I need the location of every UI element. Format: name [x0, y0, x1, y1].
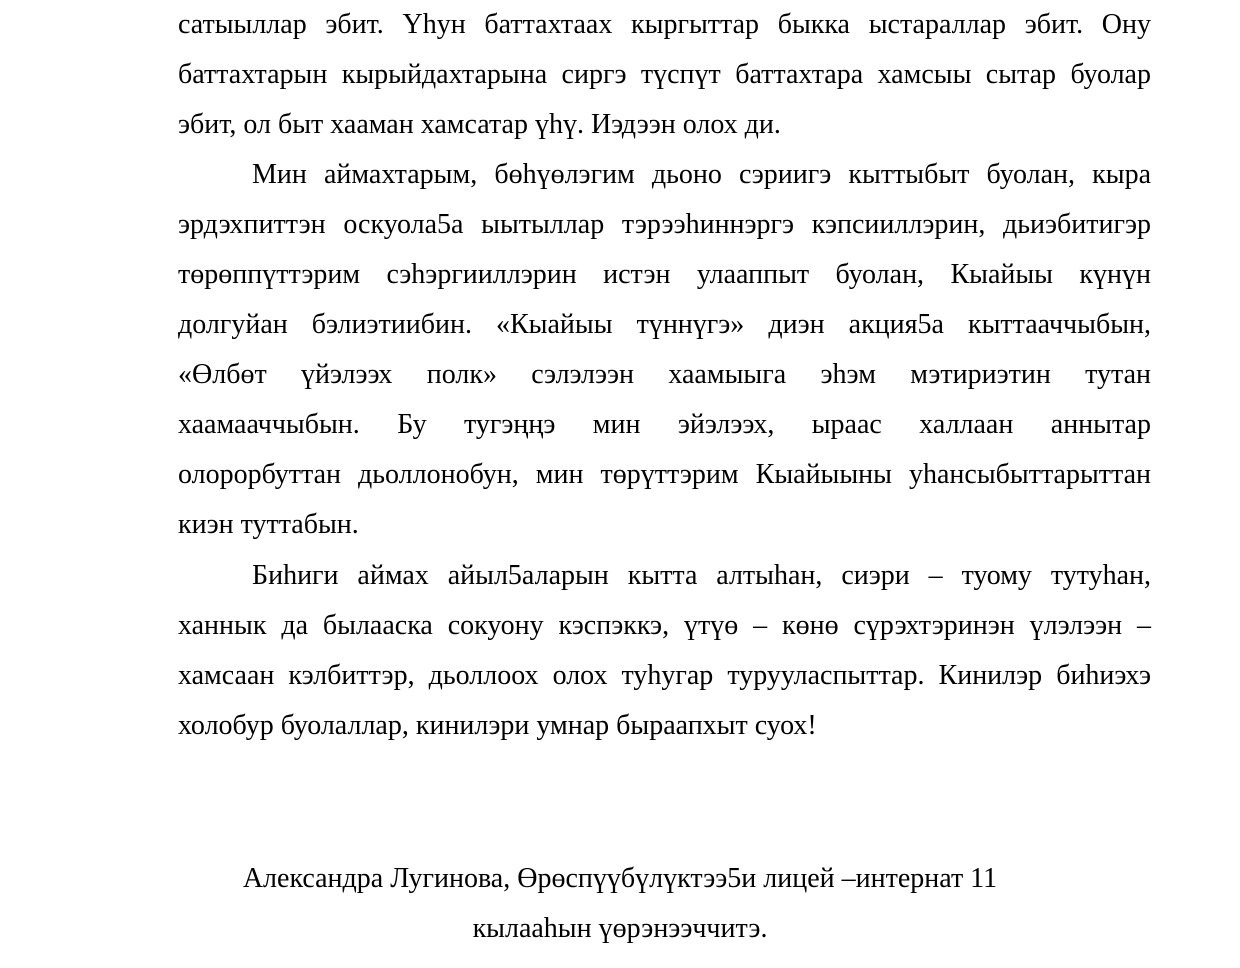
paragraph-2-line-3: төрөппүттэрим сэһэргииллэрин истэн улааппыт буолан, Кыайыы күнүн: [178, 259, 1151, 290]
paragraph-2-line-8: киэн туттабын.: [178, 509, 359, 540]
paragraph-3-line-1: Биһиги аймах айыл5аларын кытта алтыһан, сиэри – туому тутуһан,: [252, 560, 1151, 591]
paragraph-2-line-2: эрдэхпиттэн оскуола5а ыытыллар тэрээһиннэргэ кэпсииллэрин, дьиэбитигэр: [178, 209, 1151, 240]
paragraph-2-line-4: долгуйан бэлиэтиибин. «Кыайыы түннүгэ» диэн акция5а кыттааччыбын,: [178, 309, 1151, 340]
paragraph-1-line-2: баттахтарын кырыйдахтарына сиргэ түспүт баттахтара хамсыы сытар буолар: [178, 59, 1151, 90]
paragraph-1-line-1: сатыыллар эбит. Үһун баттахтаах кыргыттар быкка ыстараллар эбит. Ону: [178, 9, 1151, 40]
signature-line-2: кылааһын үөрэнээччитэ.: [472, 913, 768, 944]
signature-line-1: Александра Лугинова, Өрөспүүбүлүктээ5и лицей –интернат 11: [242, 863, 998, 894]
paragraph-2-line-1: Мин аймахтарым, бөһүөлэгим дьоно сэриигэ кыттыбыт буолан, кыра: [252, 159, 1151, 190]
paragraph-2-line-5: «Өлбөт үйэлээх полк» сэлэлээн хаамыыга эһэм мэтириэтин тутан: [178, 359, 1151, 390]
paragraph-3-line-2: ханнык да былааска сокуону кэспэккэ, үтүө – көнө сүрэхтэринэн үлэлээн –: [178, 610, 1151, 641]
paragraph-3-line-3: хамсаан кэлбиттэр, дьоллоох олох туһугар туруулаcпыттар. Кинилэр биһиэхэ: [178, 660, 1151, 691]
paragraph-1-line-3: эбит, ол быт хааман хамсатар үһү. Иэдээн олох ди.: [178, 109, 781, 140]
paragraph-2-line-7: олорорбуттан дьоллонобун, мин төрүттэрим Кыайыыны уһансыбыттарыттан: [178, 459, 1151, 490]
paragraph-3-line-4: холобур буолаллар, кинилэри умнар быраапхыт суох!: [178, 710, 817, 741]
paragraph-2-line-6: хаамааччыбын. Бу тугэңңэ мин эйэлээх, ыраас халлаан аннытар: [178, 409, 1151, 440]
